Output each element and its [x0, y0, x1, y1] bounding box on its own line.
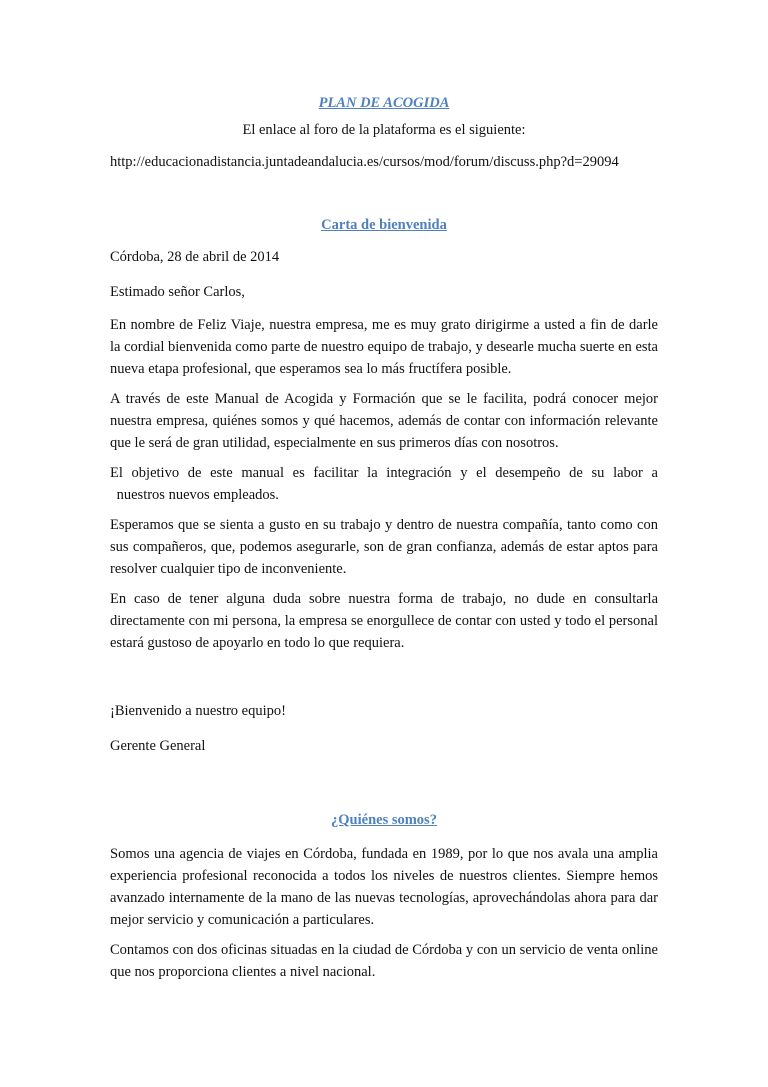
- letter-closing: ¡Bienvenido a nuestro equipo!: [110, 703, 286, 719]
- letter-paragraph-3: El objetivo de este manual es facilitar la integración y el desempeño de su labor a: [110, 465, 658, 481]
- letter-paragraph-4: Esperamos que se sienta a gusto en su trabajo y dentro de nuestra compañía, tanto como con sus compañeros, que, podemos asegurarle, son de gran confianza, además de estar aptos para resolver cualquier tipo de inconveniente.: [110, 517, 658, 577]
- about-title: ¿Quiénes somos?: [331, 812, 437, 828]
- letter-paragraph-1: En nombre de Feliz Viaje, nuestra empresa, me es muy grato dirigirme a usted a fin de darle la cordial bienvenida como parte de nuestro equipo de trabajo, y desearle mucha suerte en esta nueva etapa profesional, que esperamos sea lo más fructífera posible.: [110, 317, 658, 377]
- letter-paragraph-5: En caso de tener alguna duda sobre nuestra forma de trabajo, no dude en consultarla directamente con mi persona, la empresa se enorgullece de contar con usted y todo el personal estará gustoso de apoyarlo en todo lo que requiera.: [110, 591, 658, 651]
- letter-date: Córdoba, 28 de abril de 2014: [110, 249, 280, 265]
- about-paragraph-2: Contamos con dos oficinas situadas en la ciudad de Córdoba y con un servicio de venta online que nos proporciona clientes a nivel nacional.: [110, 942, 658, 980]
- forum-intro: El enlace al foro de la plataforma es el siguiente:: [242, 122, 526, 138]
- about-paragraph-1: Somos una agencia de viajes en Córdoba, fundada en 1989, por lo que nos avala una amplia experiencia profesional reconocida a todos los niveles de nuestros clientes. Siempre hemos avanzado internamente de la mano de las nuevas tecnologías, aprovechándolas ahora para dar mejor servicio y comunicación a particulares.: [110, 846, 658, 928]
- letter-greeting: Estimado señor Carlos,: [110, 284, 245, 300]
- letter-title: Carta de bienvenida: [321, 217, 447, 233]
- letter-signature: Gerente General: [110, 738, 206, 754]
- letter-paragraph-2: A través de este Manual de Acogida y Formación que se le facilita, podrá conocer mejor nuestra empresa, quiénes somos y qué hacemos, además de contar con información relevante que le será de gran utilidad, especialmente en sus primeros días con nosotros.: [110, 391, 658, 451]
- forum-link[interactable]: http://educacionadistancia.juntadeandalucia.es/cursos/mod/forum/discuss.php?d=29094: [110, 154, 619, 170]
- plan-title: PLAN DE ACOGIDA: [318, 95, 450, 111]
- letter-paragraph-3-continued: nuestros nuevos empleados.: [113, 487, 279, 503]
